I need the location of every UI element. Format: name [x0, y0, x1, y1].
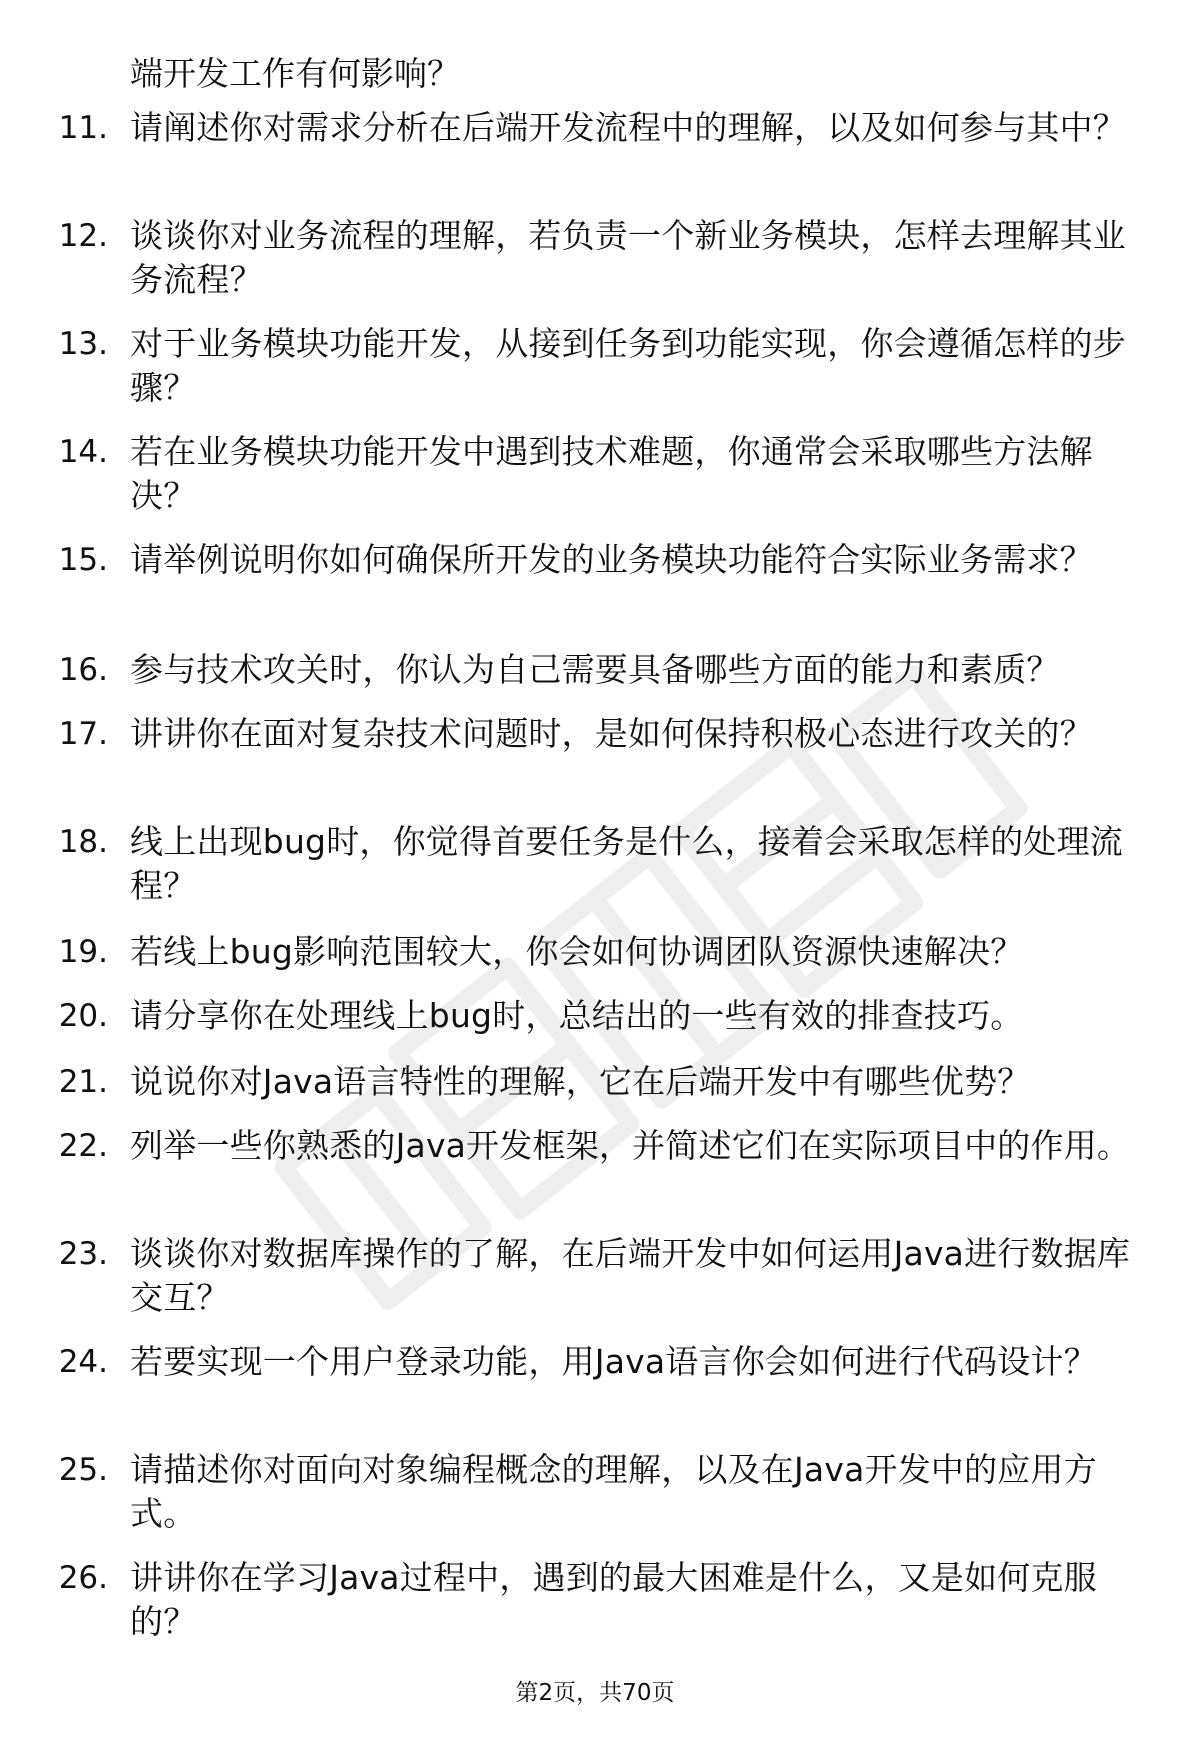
- item-text: 若线上bug影响范围较大，你会如何协调团队资源快速解决？: [130, 932, 1024, 971]
- item-number: 21.: [58, 1064, 108, 1100]
- list-item: [0, 214, 1190, 302]
- list-item: [0, 1448, 1190, 1536]
- item-text: 谈谈你对数据库操作的了解，在后端开发中如何运用Java进行数据库交互？: [130, 1234, 1131, 1317]
- list-item: [0, 1124, 1190, 1168]
- item-text: 讲讲你在面对复杂技术问题时，是如何保持积极心态进行攻关的？: [130, 714, 1093, 753]
- list-item: [0, 538, 1190, 582]
- list-item: [0, 1340, 1190, 1384]
- item-text: 讲讲你在学习Java过程中，遇到的最大困难是什么，又是如何克服的？: [130, 1558, 1097, 1641]
- item-text: 请阐述你对需求分析在后端开发流程中的理解，以及如何参与其中？: [130, 108, 1126, 147]
- item-number: 20.: [58, 998, 108, 1034]
- list-item: [0, 430, 1190, 518]
- list-item: [0, 322, 1190, 410]
- item-text: 请举例说明你如何确保所开发的业务模块功能符合实际业务需求？: [130, 540, 1093, 579]
- list-item: [0, 1556, 1190, 1644]
- item-number: 23.: [58, 1236, 108, 1272]
- item-number: 13.: [58, 326, 108, 362]
- item-text: 若在业务模块功能开发中遇到技术难题，你通常会采取哪些方法解决？: [130, 432, 1093, 515]
- page-footer: 第2页，共70页: [515, 1680, 675, 1706]
- continuation-line: 端开发工作有何影响？: [130, 54, 460, 93]
- item-number: 24.: [58, 1344, 108, 1380]
- list-item: [0, 930, 1190, 974]
- item-text: 线上出现bug时，你觉得首要任务是什么，接着会采取怎样的处理流程？: [130, 822, 1124, 905]
- item-number: 25.: [58, 1452, 108, 1488]
- item-text: 说说你对Java语言特性的理解，它在后端开发中有哪些优势？: [130, 1062, 1031, 1101]
- list-item: [0, 1060, 1190, 1104]
- item-number: 12.: [58, 218, 108, 254]
- item-text: 请描述你对面向对象编程概念的理解，以及在Java开发中的应用方式。: [130, 1450, 1097, 1533]
- item-number: 14.: [58, 434, 108, 470]
- item-number: 26.: [58, 1560, 108, 1596]
- item-number: 17.: [58, 716, 108, 752]
- item-number: 22.: [58, 1128, 108, 1164]
- item-text: 对于业务模块功能开发，从接到任务到功能实现，你会遵循怎样的步骤？: [130, 324, 1126, 407]
- item-number: 11.: [58, 110, 108, 146]
- list-item: [0, 820, 1190, 908]
- item-text: 请分享你在处理线上bug时，总结出的一些有效的排查技巧。: [130, 996, 1024, 1035]
- list-item: [0, 712, 1190, 756]
- list-item: [0, 106, 1190, 150]
- list-item: [0, 1232, 1190, 1320]
- item-text: 谈谈你对业务流程的理解，若负责一个新业务模块，怎样去理解其业务流程？: [130, 216, 1126, 299]
- item-text: 参与技术攻关时，你认为自己需要具备哪些方面的能力和素质？: [130, 650, 1060, 689]
- item-number: 18.: [58, 824, 108, 860]
- item-number: 15.: [58, 542, 108, 578]
- item-number: 16.: [58, 652, 108, 688]
- item-text: 列举一些你熟悉的Java开发框架，并简述它们在实际项目中的作用。: [130, 1126, 1131, 1165]
- list-item: [0, 994, 1190, 1038]
- list-item: [0, 648, 1190, 692]
- item-text: 若要实现一个用户登录功能，用Java语言你会如何进行代码设计？: [130, 1342, 1097, 1381]
- item-number: 19.: [58, 934, 108, 970]
